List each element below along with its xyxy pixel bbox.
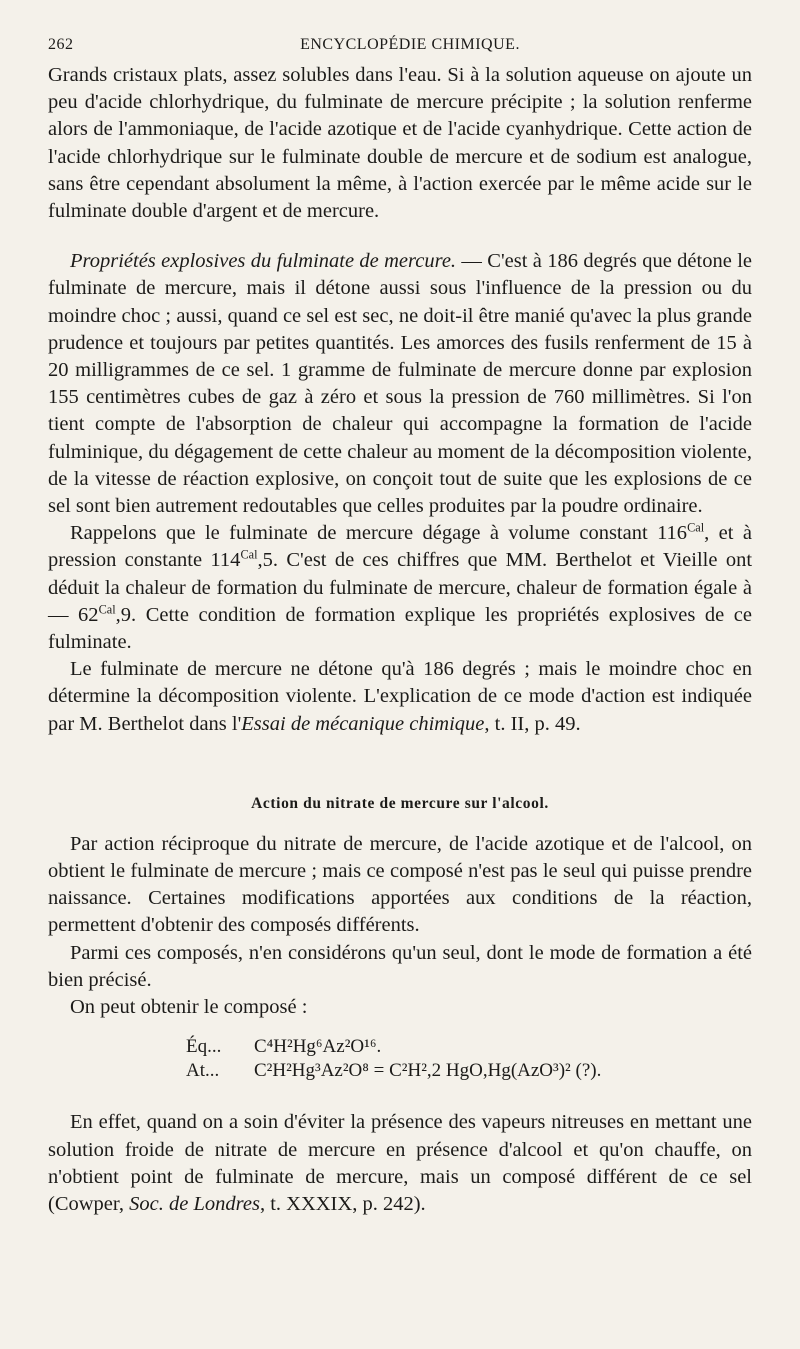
paragraph-7: On peut obtenir le composé : [70,996,308,1019]
paragraph-5: Par action réciproque du nitrate de mercure, de l'acide azotique et de l'alcool, on obtient le fulminate de mercure ; mais ce composé n'est pas le seul qui puisse prendre naissance. Certaines modifications apportées aux conditions de la réaction, permettent d'obtenir des composés différents. [48,832,752,937]
running-header [48,36,752,54]
formula-equivalent-text: C⁴H²Hg⁶Az²O¹⁶. [254,1036,382,1058]
paragraph-3-b: , et à pression constante 114 [48,522,752,572]
paragraph-6: Parmi ces composés, n'en considérons qu'un seul, dont le mode de formation a été bien précisé. [48,941,752,991]
paragraph-3-d: ,9. Cette condition de formation explique les propriétés explosives de ce fulminate. [48,603,753,654]
section-heading: Action du nitrate de mercure sur l'alcool. [251,794,549,812]
running-title: ENCYCLOPÉDIE CHIMIQUE. [300,36,520,53]
page-number: 262 [48,36,74,53]
book-title: Essai de mécanique chimique [241,712,485,735]
paragraph-4 [48,656,752,738]
paragraph-2 [48,248,752,520]
paragraph-3-a: Rappelons que le fulminate de mercure dégage à volume constant 116 [70,522,688,545]
cal-superscript-3: Cal [98,602,116,617]
paragraph-2-text: — C'est à 186 degrés que détone le fulminate de mercure, mais il détone aussi sous l'influence de la pression ou du moindre choc ; aussi, quand ce sel est sec, ne doit-il être manié qu'avec la plus grande prudence et toujours par petites quantités. Les amorces des fusils renferment de 15 à 20 milligrammes de ce sel. 1 gramme de fulminate de mercure donne par explosion 155 centimètres cubes de gaz à zéro et sous la pression de 760 millimètres. Si l'on tient compte de l'absorption de chaleur qui accompagne la formation de l'acide fulminique, du dégagement de cette chaleur au moment de la décomposition violente, de la vitesse de réaction explosive, on conçoit tout de suite que les explosions de ce sel sont bien autrement redoutables que celles produites par la poudre ordinaire. [48,250,752,518]
paragraph-3 [48,520,752,656]
cal-superscript-1: Cal [687,520,705,535]
paragraph-1: Grands cristaux plats, assez solubles dans l'eau. Si à la solution aqueuse on ajoute un peu d'acide chlorhydrique, du fulminate de mercure précipite ; la solution renferme alors de l'ammoniaque, de l'acide azotique et de l'acide cyanhydrique. Cette action de l'acide chlorhydrique sur le fulminate double de mercure et de sodium est analogue, sans être cependant absolument la même, à l'action exercée par le même acide sur le fulminate double d'argent et de mercure. [48,64,752,223]
body-text [48,62,752,1218]
paragraph-4-b: , t. II, p. 49. [484,712,581,735]
paragraph-8-b: , t. XXXIX, p. 242). [259,1192,426,1215]
journal-title: Soc. de Londres [129,1192,260,1215]
paragraph-2-lead: Propriétés explosives du fulminate de mercure. [70,250,457,273]
paragraph-3-c: ,5. C'est de ces chiffres que MM. Berthelot et Vieille ont déduit la chaleur de formation du fulminate de mercure, chaleur de formation égale à — 62 [48,549,753,626]
formula-atomic-label: At... [186,1060,220,1082]
formula-equivalent [186,1035,752,1059]
formula-equivalent-label: Éq... [186,1036,222,1058]
cal-superscript-2: Cal [240,548,258,563]
paragraph-4-a: Le fulminate de mercure ne détone qu'à 186 degrés ; mais le moindre choc en détermine la décomposition violente. L'explication de ce mode d'action est indiquée par M. Berthelot dans l' [48,658,752,735]
paragraph-8-a: En effet, quand on a soin d'éviter la présence des vapeurs nitreuses en mettant une solution froide de nitrate de mercure en présence d'alcool et qu'on chauffe, on n'obtient point de fulminate de mercure, mais un composé différent de ce sel (Cowper, [48,1111,752,1215]
formula-atomic [186,1059,752,1083]
formula-atomic-text: C²H²Hg³Az²O⁸ = C²H²,2 HgO,Hg(AzO³)² (?). [254,1060,602,1082]
paragraph-8 [48,1109,752,1218]
